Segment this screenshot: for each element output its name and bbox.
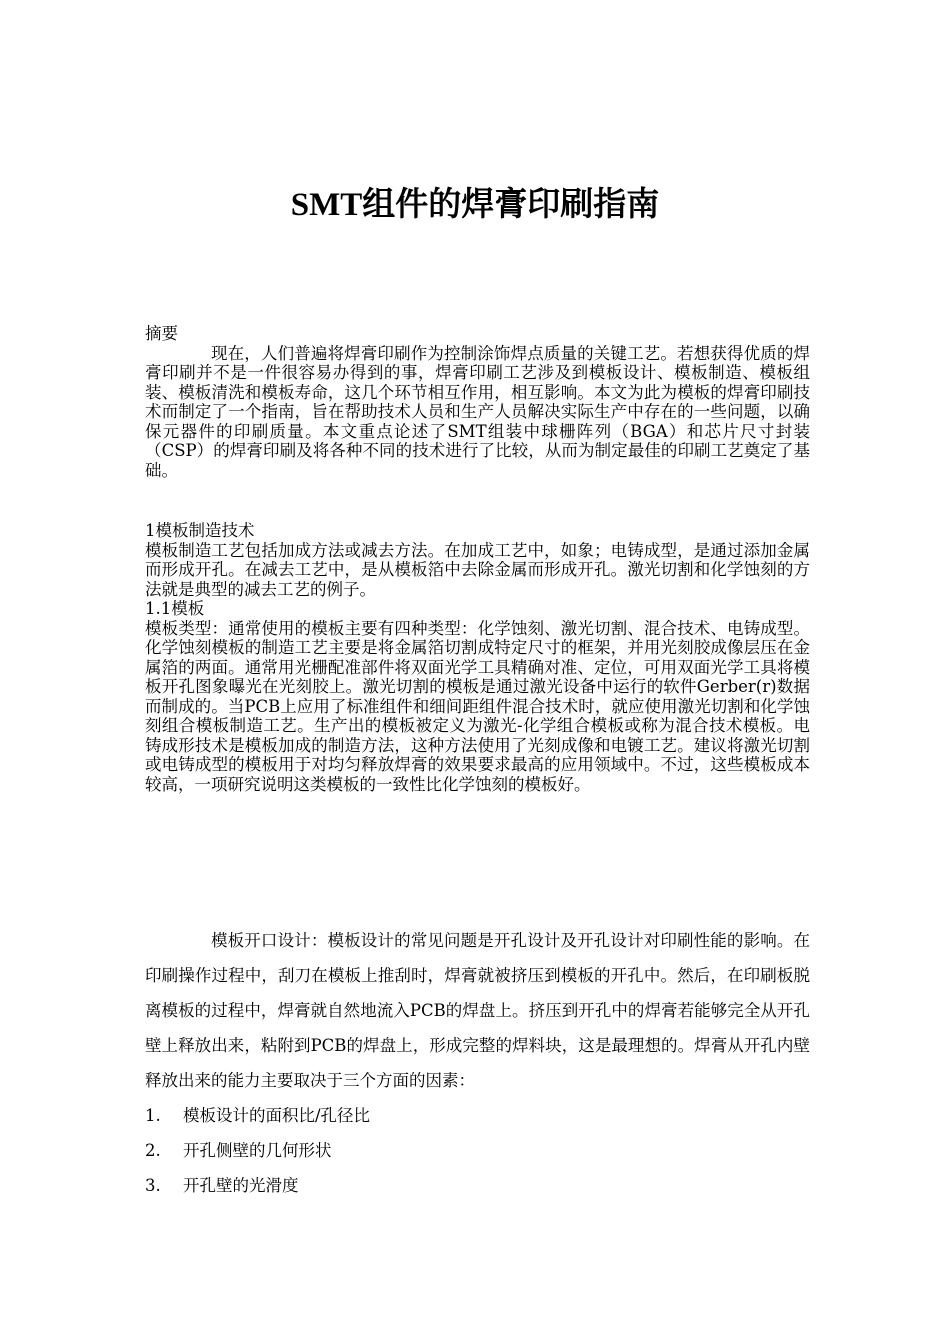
list-text: 模板设计的面积比/孔径比 <box>183 1106 371 1125</box>
abstract-heading: 摘要 <box>145 324 178 343</box>
list-item <box>145 1098 810 1133</box>
subsection-text: 模板类型：通常使用的模板主要有四种类型：化学蚀刻、激光切割、混合技术、电铸成型。化学蚀刻模板的制造工艺主要是将金属箔切割成特定尺寸的框架，并用光刻胶成像层压在金属箔的两面。通常用光栅配准部件将双面光学工具精确对准、定位，可用双面光学工具将模板开孔图象曝光在光刻胶上。激光切割的模板是通过激光设备中运行的软件Gerber(r)数据而制成的。当PCB上应用了标准组件和细间距组件混合技术时，就应使用激光切割和化学蚀刻组合模板制造工艺。生产出的模板被定义为激光-化学组合模板或称为混合技术模板。电铸成形技术是模板加成的制造方法，这种方法使用了光刻成像和电镀工艺。建议将激光切割或电铸成型的模板用于对均匀释放焊膏的效果要求最高的应用领域中。不过，这些模板成本较高，一项研究说明这类模板的一致性比化学蚀刻的模板好。 <box>145 618 810 794</box>
list-item <box>145 1168 810 1203</box>
subsection-heading: 1.1模板 <box>145 599 205 618</box>
section-text: 模板制造工艺包括加成方法或减去方法。在加成工艺中，如象；电铸成型，是通过添加金属而形成开孔。在减去工艺中，是从模板箔中去除金属而形成开孔。激光切割和化学蚀刻的方法就是典型的减去工艺的例子。 <box>145 540 810 599</box>
section-stencil-manufacturing <box>145 521 810 794</box>
document-title: SMT组件的焊膏印刷指南 <box>290 187 660 223</box>
list-number: 3. <box>145 1176 161 1195</box>
list-text: 开孔侧壁的几何形状 <box>183 1141 332 1160</box>
section-heading: 1模板制造技术 <box>145 521 255 540</box>
abstract-section <box>145 324 810 480</box>
design-text: 模板开口设计：模板设计的常见问题是开孔设计及开孔设计对印刷性能的影响。在印刷操作过程中，刮刀在模板上推刮时，焊膏就被挤压到模板的开孔中。然后，在印刷板脱离模板的过程中，焊膏就自然地流入PCB的焊盘上。挤压到开孔中的焊膏若能够完全从开孔壁上释放出来，粘附到PCB的焊盘上，形成完整的焊料块，这是最理想的。焊膏从开孔内壁释放出来的能力主要取决于三个方面的因素： <box>145 931 810 1090</box>
list-item <box>145 1133 810 1168</box>
stencil-aperture-design-section <box>145 923 810 1203</box>
abstract-text: 现在，人们普遍将焊膏印刷作为控制涂饰焊点质量的关键工艺。若想获得优质的焊膏印刷并不是一件很容易办得到的事，焊膏印刷工艺涉及到模板设计、模板制造、模板组装、模板清洗和模板寿命，这几个环节相互作用，相互影响。本文为此为模板的焊膏印刷技术而制定了一个指南，旨在帮助技术人员和生产人员解决实际生产中存在的一些问题，以确保元器件的印刷质量。本文重点论述了SMT组装中球栅阵列（BGA）和芯片尺寸封装（CSP）的焊膏印刷及将各种不同的技术进行了比较，从而为制定最佳的印刷工艺奠定了基础。 <box>145 343 810 480</box>
list-number: 2. <box>145 1141 161 1160</box>
list-number: 1. <box>145 1106 161 1125</box>
list-text: 开孔壁的光滑度 <box>183 1176 299 1195</box>
